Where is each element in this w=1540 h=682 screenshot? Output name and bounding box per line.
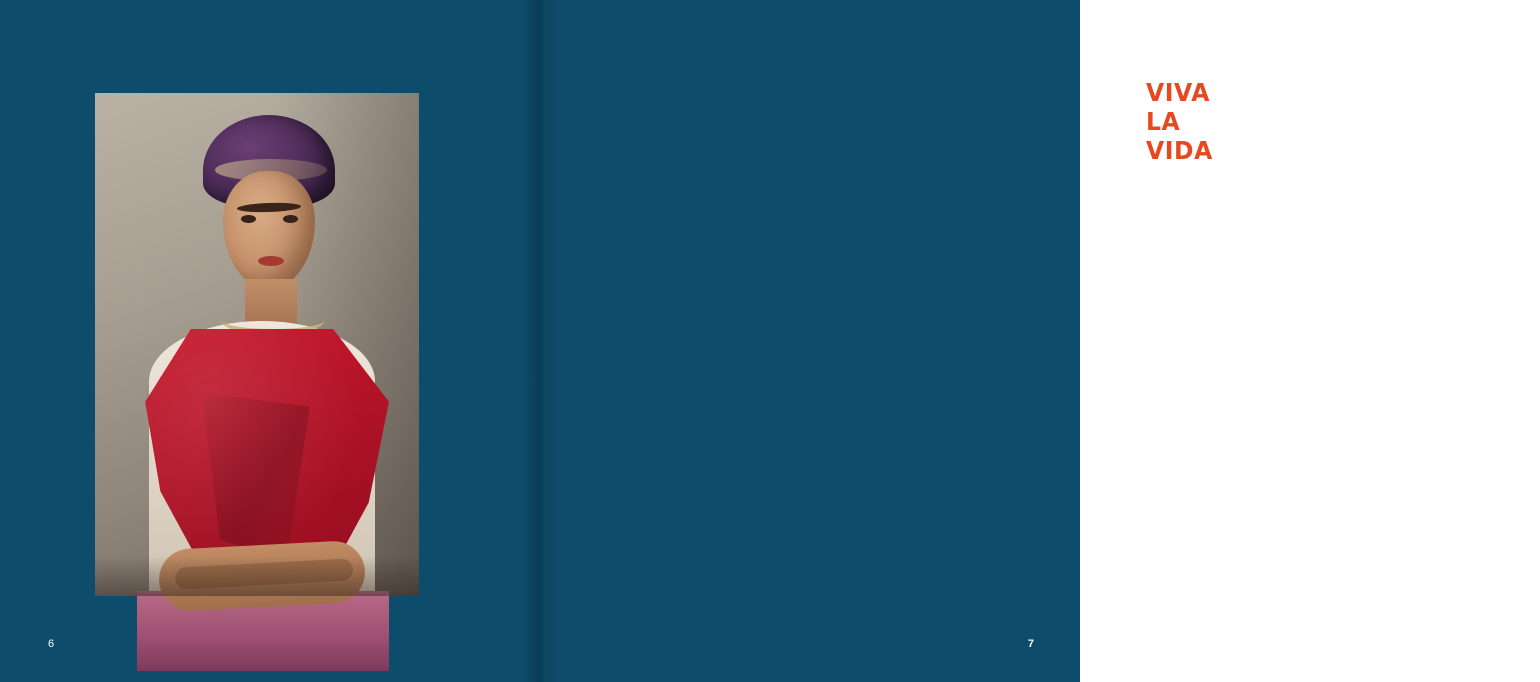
right-page — [540, 0, 1540, 682]
page-number-left: 6 — [48, 638, 55, 650]
page-title: VIVA LA VIDA — [1146, 78, 1213, 165]
photo-bottom-shadow — [95, 556, 419, 596]
frida-kahlo-portrait-photo — [95, 93, 419, 596]
text-column-1 — [1146, 160, 1332, 639]
left-eye-shape — [241, 215, 256, 223]
page-number-right: 7 — [1027, 638, 1034, 650]
lips-shape — [258, 256, 284, 266]
paragraph: After her recovery, she met the painter Diego Rivera, the love of her life and her biggest supporter. Frida and Diego married in 1929 but, although they were close, their marriage was — [1146, 576, 1332, 637]
paragraph: Frida died in 1954 at the age of just forty-seven, presumably from a pulmonary embolism. Until that time, pain and suffering had been her constant life companions. But her inner strength and irrepressible will meant that there was always a place in her life for hope, love, joy, and passion. Her fighting spirit was her driving force in art and in everyday life. She was already considered an extraordinary woman and unique artist during her lifetime, but it was only after her death that she would be able to step out of Diego Rivera's shadow, and today she is regarded as an icon for feminism. — [1354, 349, 1540, 524]
paragraph: Far beyond the political changes, the artist was also shaped by the tragic blows dealt to her by fate as a child and young woman. She experienced polio at the age of six. Although she recovered from this serious illness, she was left with a limp. Furthermore, when she was only eighteen years of age, fate would strike Frida a cruel blow that would shape her life like no other. A bus she was riding on crashed into a streetcar. She was impaled through her pelvis by a metal rod and seriously injured. After narrowly escaping death, she began a long and arduous recovery process that would initially keep her bedridden for months and in constant pain. During this time, Frida took up painting. She began to express her pain and loneliness in self-portraits. These pictures display her body in all its vulnerability, sometimes in unusual poses and with a symbolism that reflected both her personal experiences and her political convictions. — [1146, 299, 1332, 574]
face-shape — [223, 171, 315, 289]
right-eye-shape — [283, 215, 298, 223]
photo-canvas — [95, 93, 419, 596]
left-page — [0, 0, 540, 682]
text-column-2 — [1354, 160, 1540, 639]
paragraph: Frida Kahlo lived a life that was exciting and dazzling, but it was also filled with drama. The eccentric painter was born in 1907 in Coyoacán, formerly a village to the south of Mexico City that was swallowed up by the metropolis. — [1146, 161, 1332, 234]
paragraph: marked by affairs and separations. Nevertheless, the two artists achieved world fame as a couple. Frida accompanied Diego all over the United States when he was commissioned to paint large-scale murals in major cities, such as San Francisco, Detroit, and New York. Frida was also able to draw attention there to her own work, personality, and authenticity. An exhibition of her work was staged in New York in 1938. Later, she would be the first Mexican artist to show her surrealist works at the Louvre, in Paris. Shortly before her death, her dream of having her own exhibition in her home town of Mexico City finally came true. — [1354, 161, 1540, 348]
paragraph: She grew up at a time of great turmoil. The Mexican Revolution of 1910 kept the country on edge for more than a decade and led to social upheavals that would have an influence on Frida throughout her life. — [1146, 236, 1332, 297]
body-text-columns — [1146, 160, 1540, 639]
